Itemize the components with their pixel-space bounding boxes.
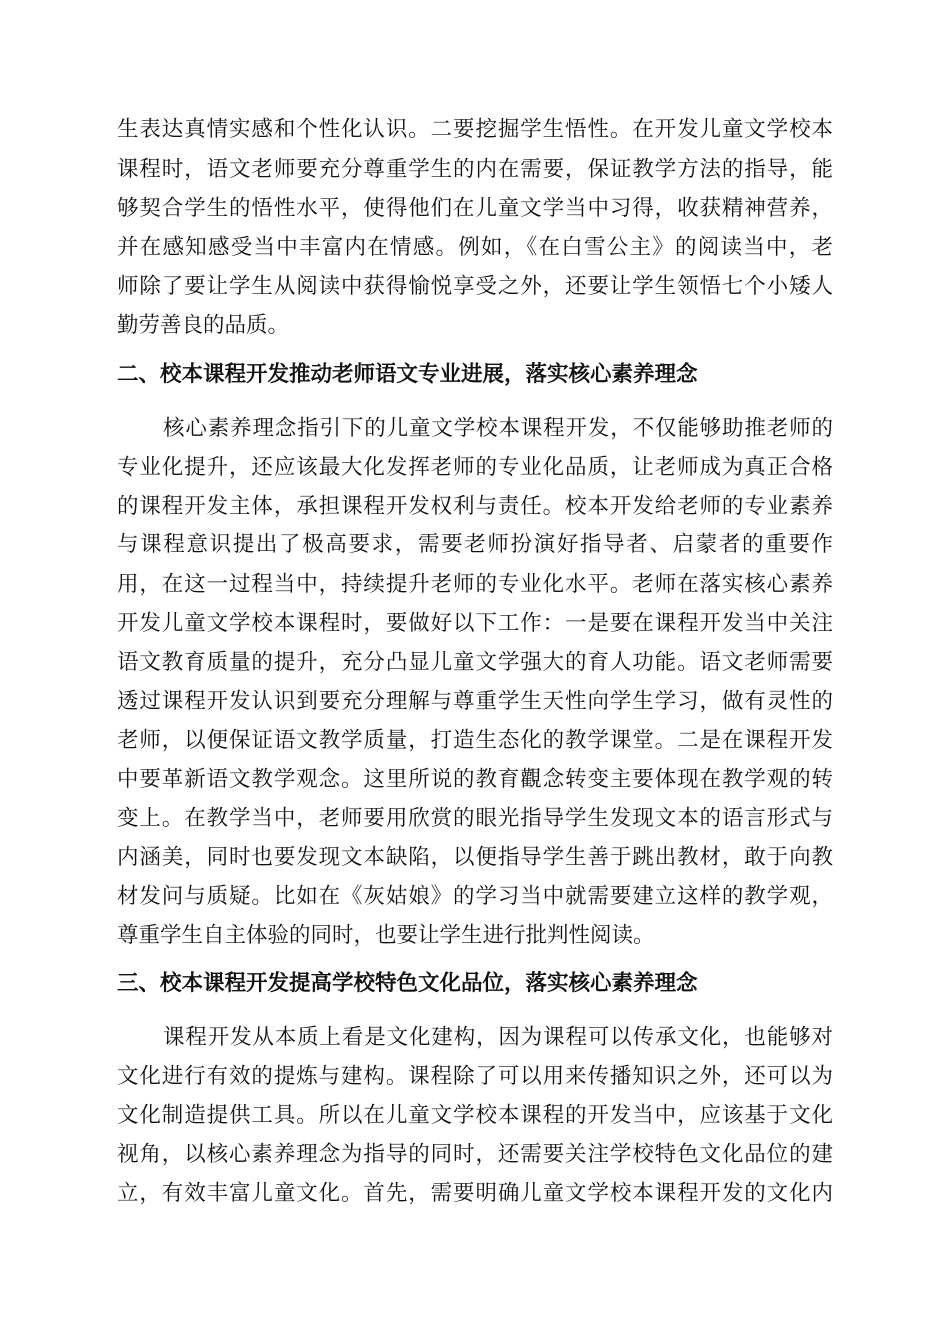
section-2-line-2: 专业化提升，还应该最大化发挥老师的专业化品质，让老师成为真正合格 — [117, 455, 833, 480]
paragraph-1-line-6: 勤劳善良的品质。 — [117, 313, 290, 338]
section-2-line-10: 中要革新语文教学观念。这里所说的教育觀念转变主要体现在教学观的转 — [117, 767, 833, 792]
paragraph-1-line-1: 生表达真情实感和个性化认识。二要挖掘学生悟性。在开发儿童文学校本 — [117, 117, 833, 142]
section-3-line-2: 文化进行有效的提炼与建构。课程除了可以用来传播知识之外，还可以为 — [117, 1064, 833, 1089]
paragraph-1-line-4: 并在感知感受当中丰富内在情感。例如，《在白雪公主》的阅读当中，老 — [117, 235, 833, 260]
section-2-line-8: 透过课程开发认识到要充分理解与尊重学生天性向学生学习，做有灵性的 — [117, 689, 833, 714]
paragraph-1-line-2: 课程时，语文老师要充分尊重学生的内在需要，保证教学方法的指导，能 — [117, 157, 833, 182]
section-2-line-13: 材发问与质疑。比如在《灰姑娘》的学习当中就需要建立这样的教学观， — [117, 884, 833, 909]
section-3-line-1: 课程开发从本质上看是文化建构，因为课程可以传承文化，也能够对 — [163, 1025, 833, 1050]
section-2-line-7: 语文教育质量的提升，充分凸显儿童文学强大的育人功能。语文老师需要 — [117, 650, 833, 675]
section-2-line-11: 变上。在教学当中，老师要用欣赏的眼光指导学生发现文本的语言形式与 — [117, 806, 833, 831]
section-2-line-4: 与课程意识提出了极高要求，需要老师扮演好指导者、启蒙者的重要作 — [117, 532, 833, 557]
section-2-line-6: 开发儿童文学校本课程时，要做好以下工作：一是要在课程开发当中关注 — [117, 611, 833, 636]
section-2-line-9: 老师，以便保证语文教学质量，打造生态化的教学课堂。二是在课程开发 — [117, 728, 833, 753]
paragraph-1-line-5: 师除了要让学生从阅读中获得愉悦享受之外，还要让学生领悟七个小矮人 — [117, 274, 833, 299]
section-2-line-5: 用，在这一过程当中，持续提升老师的专业化水平。老师在落实核心素养 — [117, 572, 833, 597]
section-3-heading: 三、校本课程开发提高学校特色文化品位，落实核心素养理念 — [117, 971, 698, 996]
section-3-line-3: 文化制造提供工具。所以在儿童文学校本课程的开发当中，应该基于文化 — [117, 1103, 833, 1128]
section-2-line-3: 的课程开发主体，承担课程开发权利与责任。校本开发给老师的专业素养 — [117, 494, 833, 519]
section-2-heading: 二、校本课程开发推动老师语文专业进展，落实核心素养理念 — [117, 362, 698, 387]
section-2-line-1: 核心素养理念指引下的儿童文学校本课程开发，不仅能够助推老师的 — [163, 416, 833, 441]
section-2-line-14: 尊重学生自主体验的同时，也要让学生进行批判性阅读。 — [117, 923, 655, 948]
section-2-line-12: 内涵美，同时也要发现文本缺陷，以便指导学生善于跳出教材，敢于向教 — [117, 845, 833, 870]
paragraph-1-line-3: 够契合学生的悟性水平，使得他们在儿童文学当中习得，收获精神营养， — [117, 196, 833, 221]
section-3-line-5: 立，有效丰富儿童文化。首先，需要明确儿童文学校本课程开发的文化内 — [117, 1181, 833, 1206]
section-3-line-4: 视角，以核心素养理念为指导的同时，还需要关注学校特色文化品位的建 — [117, 1142, 833, 1167]
